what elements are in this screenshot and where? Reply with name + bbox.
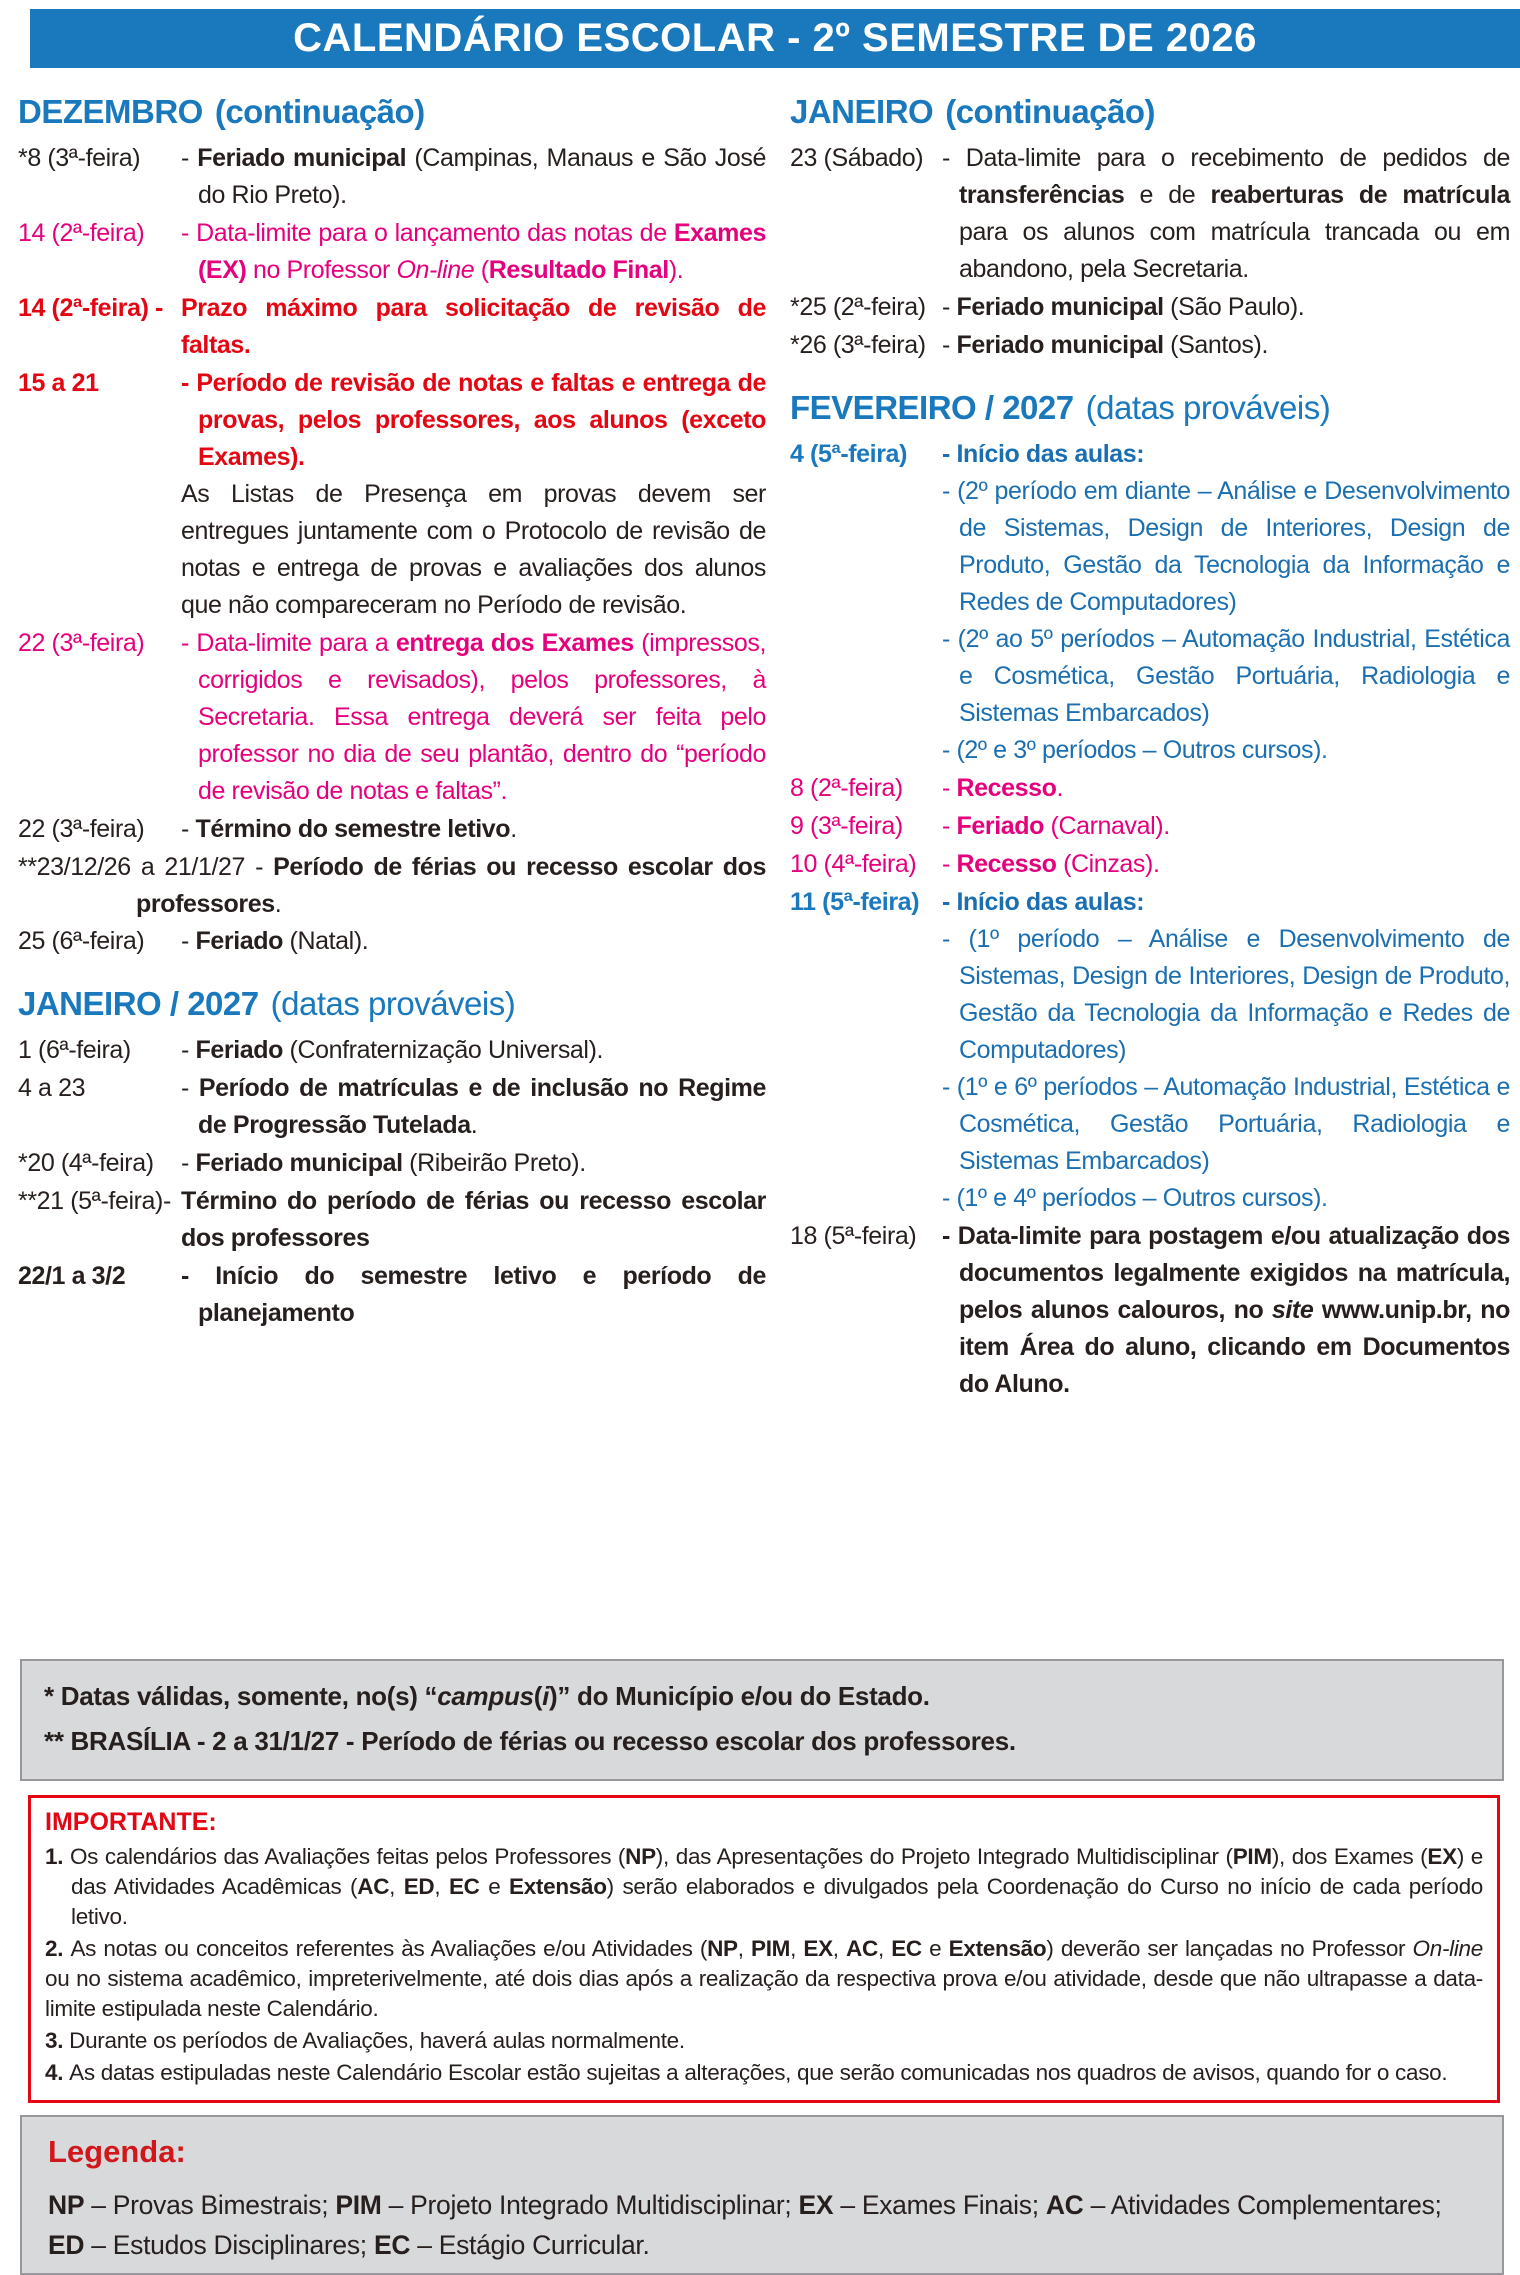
text-run: ( [533, 1681, 543, 1711]
text-run: ED [48, 2230, 85, 2260]
entry-body [942, 140, 1510, 288]
calendar-entry [18, 811, 766, 848]
calendar-columns [18, 86, 1510, 1404]
text-run: 1 (6ª-feira) [18, 1036, 131, 1064]
footnotes-box [20, 1659, 1504, 1781]
entry-date [18, 140, 181, 214]
text-run: - [942, 440, 957, 468]
title-bar [30, 9, 1520, 68]
text-run: ). [668, 256, 684, 284]
entry-text [181, 476, 766, 624]
text-run: - (2º período em diante – Análise e Desenvolvimento de Sistemas, Design de Interiores, Design de Produto, Gestão da Tecnologia da Informação e Redes de Computadores) [942, 477, 1510, 616]
calendar-entry [790, 436, 1510, 769]
calendar-entry [18, 140, 766, 214]
text-run: EC [448, 1874, 480, 1899]
page-title: CALENDÁRIO ESCOLAR - 2º SEMESTRE DE 2026 [293, 16, 1257, 60]
text-run: On-line [396, 256, 475, 284]
text-run: EX [803, 1936, 833, 1961]
calendar-entry [790, 808, 1510, 845]
text-run: - [181, 144, 198, 172]
text-run: - [942, 850, 957, 878]
text-run: - (1º período – Análise e Desenvolvimento de Sistemas, Design de Interiores, Design de Produto, Gestão da Tecnologia da Informação e Redes de Computadores) [942, 925, 1510, 1064]
text-run: - [942, 331, 957, 359]
text-run: 4 a 23 [18, 1074, 86, 1102]
text-run: 2. [45, 1936, 71, 1961]
entry-body [181, 215, 766, 289]
text-run: site [1271, 1296, 1314, 1324]
text-run: AC [1045, 2190, 1084, 2220]
calendar-entry [18, 1145, 766, 1182]
entry-text [942, 732, 1510, 769]
text-run: 14 (2ª-feira) - [18, 294, 163, 322]
text-run: (São Paulo). [1163, 293, 1305, 321]
text-run: . [510, 815, 517, 843]
bottom-boxes [20, 1659, 1504, 2275]
entry-body [181, 1258, 766, 1332]
important-item [45, 2026, 1483, 2056]
text-run: Período de matrículas e de inclusão no Regime de Progressão Tutelada [198, 1074, 766, 1139]
column-left [18, 86, 766, 1404]
text-run: - [942, 774, 957, 802]
text-run: 1. [45, 1844, 70, 1869]
entry-body [181, 923, 766, 960]
entry-date [790, 846, 942, 883]
text-run: Recesso [956, 774, 1057, 802]
text-run: PIM [751, 1936, 791, 1961]
section-title: DEZEMBRO [18, 93, 203, 130]
text-run: Feriado [956, 812, 1044, 840]
text-run: 23 (Sábado) [790, 144, 924, 172]
text-run: – Estudos Disciplinares; [84, 2230, 374, 2260]
text-run: - [181, 1074, 199, 1102]
text-run: PIM [335, 2190, 382, 2220]
footnote-line [44, 1674, 1480, 1719]
text-run: - [181, 815, 196, 843]
entry-date [18, 290, 181, 364]
entry-body [942, 770, 1510, 807]
important-item [45, 1842, 1483, 1932]
text-run: As notas ou conceitos referentes às Avaliações e/ou Atividades ( [70, 1936, 708, 1961]
text-run: As datas estipuladas neste Calendário Escolar estão sujeitas a alterações, que serão comunicadas nos quadros de avisos, quando for o caso. [69, 2060, 1448, 2085]
text-run: ) serão elaborados e divulgados pela Coordenação do Curso no início de cada período letivo. [71, 1874, 1484, 1929]
text-run: **23/12/26 a 21/1/27 - [18, 853, 274, 881]
text-run: Período de férias ou recesso escolar dos professores [136, 853, 766, 918]
text-run: As Listas de Presença em provas devem ser entregues juntamente com o Protocolo de revisão de notas e entrega de provas e avaliações dos alunos que não compareceram no Período de revisão. [181, 480, 766, 619]
text-run: www.unip.br, no item Área do aluno, clicando em Documentos do Aluno. [959, 1296, 1510, 1398]
text-run: 10 (4ª-feira) [790, 850, 917, 878]
text-run: PIM [1232, 1844, 1272, 1869]
calendar-entry [790, 140, 1510, 288]
entry-text [942, 140, 1510, 288]
entry-text [181, 1070, 766, 1144]
entry-text [942, 436, 1510, 473]
text-run: Término do período de férias ou recesso escolar dos professores [181, 1187, 766, 1252]
text-run: - Data-limite para o recebimento de pedidos de [942, 144, 1510, 172]
text-run: – Provas Bimestrais; [84, 2190, 336, 2220]
calendar-entry [18, 1258, 766, 1332]
section-heading [790, 92, 1510, 132]
entry-text [942, 1069, 1510, 1180]
entry-body [942, 289, 1510, 326]
text-run: - Data-limite para a [181, 629, 396, 657]
calendar-entry [18, 1183, 766, 1257]
calendar-entry [18, 365, 766, 624]
footnote-line [44, 1719, 1480, 1764]
text-run: 9 (3ª-feira) [790, 812, 903, 840]
text-run: Início do semestre letivo e período de planejamento [198, 1262, 766, 1327]
column-right [790, 86, 1510, 1404]
text-run: campus [437, 1681, 534, 1711]
entry-date [18, 1070, 181, 1144]
text-run: – Projeto Integrado Multidisciplinar; [381, 2190, 799, 2220]
legend-lines [48, 2185, 1476, 2265]
entry-date [790, 884, 942, 1217]
entry-date [790, 289, 942, 326]
text-run: ( [474, 256, 489, 284]
text-run: - (1º e 4º períodos – Outros cursos). [942, 1184, 1328, 1212]
entry-date [790, 140, 942, 288]
legend-line [48, 2225, 1476, 2265]
entry-date [790, 1218, 942, 1403]
section-title: FEVEREIRO / 2027 [790, 389, 1074, 426]
entry-text [181, 811, 766, 848]
entry-text [942, 884, 1510, 921]
text-run: **21 (5ª-feira)- [18, 1187, 171, 1215]
entry-body [181, 1183, 766, 1257]
text-run: Durante os períodos de Avaliações, haverá aulas normalmente. [69, 2028, 685, 2053]
text-run: - [181, 1262, 216, 1290]
text-run: no Professor [246, 256, 397, 284]
entry-body [942, 884, 1510, 1217]
text-run: Feriado municipal [195, 1149, 403, 1177]
text-run: - Data-limite para o lançamento das notas de [181, 219, 674, 247]
text-run: ou no sistema acadêmico, impreterivelmente, até dois dias após a realização da respectiva prova e/ou atividade, desde que não ultrapasse a data-limite estipulada neste Calendário. [45, 1966, 1483, 2021]
text-run: , [877, 1936, 892, 1961]
text-run: – Exames Finais; [833, 2190, 1046, 2220]
text-run: ** BRASÍLIA - 2 a 31/1/27 - Período de férias ou recesso escolar dos professores. [44, 1726, 1016, 1756]
text-run: reaberturas de matrícula [1210, 181, 1510, 209]
entry-text [181, 1032, 766, 1069]
entry-date [18, 1145, 181, 1182]
calendar-entry [18, 290, 766, 364]
text-run: NP [707, 1936, 738, 1961]
text-run: AC [357, 1874, 390, 1899]
text-run: Exames (EX) [198, 219, 766, 284]
text-run: * Datas válidas, somente, no(s) “ [44, 1681, 438, 1711]
text-run: e [479, 1874, 510, 1899]
text-run: AC [846, 1936, 878, 1961]
text-run: , [832, 1936, 847, 1961]
text-run: Resultado Final [488, 256, 669, 284]
text-run: Extensão [509, 1874, 607, 1899]
text-run: (Ribeirão Preto). [402, 1149, 586, 1177]
entry-text [181, 1145, 766, 1182]
text-run: - [181, 1149, 196, 1177]
text-run: - [942, 1222, 958, 1250]
entry-body [181, 290, 766, 364]
text-run: Feriado municipal [956, 293, 1164, 321]
text-run: NP [48, 2190, 85, 2220]
text-run: )” do Município e/ou do Estado. [549, 1681, 930, 1711]
text-run: (Cinzas). [1056, 850, 1160, 878]
text-run: *26 (3ª-feira) [790, 331, 926, 359]
legend-box [20, 2115, 1504, 2275]
entry-body [942, 1218, 1510, 1403]
text-run: , [434, 1874, 449, 1899]
entry-body [942, 327, 1510, 364]
text-run: , [790, 1936, 804, 1961]
text-run: – Atividades Complementares; [1083, 2190, 1442, 2220]
text-run: (impressos, corrigidos e revisados), pelos professores, à Secretaria. Essa entrega deverá ser feita pelo professor no dia de seu plantão, dentro do “período de revisão de notas e faltas”. [198, 629, 766, 805]
text-run: Feriado municipal [197, 144, 407, 172]
text-run: EX [1427, 1844, 1457, 1869]
text-run: 14 (2ª-feira) [18, 219, 145, 247]
entry-body [181, 1032, 766, 1069]
entry-date [18, 625, 181, 810]
text-run: transferências [959, 181, 1125, 209]
calendar-entry [18, 215, 766, 289]
text-run: . [1056, 774, 1064, 802]
text-run: Início das aulas: [956, 440, 1145, 468]
text-run: 22 (3ª-feira) [18, 629, 145, 657]
entry-body [181, 1145, 766, 1182]
text-run: ED [403, 1874, 435, 1899]
entry-date [18, 923, 181, 960]
section-title: JANEIRO [790, 93, 934, 130]
section-subtitle: (datas prováveis) [1085, 389, 1331, 426]
calendar-entry [18, 625, 766, 810]
entry-text [942, 327, 1510, 364]
text-run: - [181, 369, 197, 397]
text-run: 22 (3ª-feira) [18, 815, 145, 843]
text-run: (Confraternização Universal). [282, 1036, 604, 1064]
text-run: . [274, 890, 282, 918]
entry-body [942, 808, 1510, 845]
text-run: - (2º ao 5º períodos – Automação Industrial, Estética e Cosmética, Gestão Portuária, Radiologia e Sistemas Embarcados) [942, 625, 1510, 727]
text-run: i [542, 1681, 549, 1711]
calendar-entry-text [18, 849, 766, 923]
text-run: 22/1 a 3/2 [18, 1262, 126, 1290]
legend-title: Legenda: [48, 2134, 186, 2169]
section-heading [790, 388, 1510, 428]
section-subtitle: (continuação) [945, 93, 1156, 130]
text-run: (Campinas, Manaus e São José do Rio Preto). [198, 144, 766, 209]
text-run: - [942, 888, 957, 916]
important-item [45, 1934, 1483, 2024]
text-run: ), dos Exames ( [1271, 1844, 1428, 1869]
entry-body [181, 365, 766, 624]
text-run: ) e das Atividades Acadêmicas ( [71, 1844, 1484, 1899]
entry-text [942, 770, 1510, 807]
text-run: 18 (5ª-feira) [790, 1222, 917, 1250]
section-subtitle: (continuação) [214, 93, 425, 130]
text-run: Período de revisão de notas e faltas e entrega de provas, pelos professores, aos alunos (exceto Exames). [196, 369, 766, 471]
text-run: Os calendários das Avaliações feitas pelos Professores ( [69, 1844, 626, 1869]
entry-text [942, 473, 1510, 621]
entry-date [18, 215, 181, 289]
text-run: (Santos). [1163, 331, 1268, 359]
entry-date [790, 436, 942, 769]
text-run: – Estágio Curricular. [410, 2230, 650, 2260]
text-run: Feriado municipal [956, 331, 1164, 359]
text-run: Recesso [956, 850, 1057, 878]
entry-text [942, 1218, 1510, 1403]
text-run: - [942, 293, 957, 321]
entry-body [181, 811, 766, 848]
entry-text [942, 846, 1510, 883]
entry-text [181, 625, 766, 810]
text-run: . [470, 1111, 478, 1139]
entry-date [18, 1258, 181, 1332]
text-run: 8 (2ª-feira) [790, 774, 903, 802]
important-item [45, 2058, 1483, 2088]
calendar-entry [790, 846, 1510, 883]
text-run: ), das Apresentações do Projeto Integrado Multidisciplinar ( [655, 1844, 1233, 1869]
entry-body [181, 140, 766, 214]
text-run: Prazo máximo para solicitação de revisão de faltas. [181, 294, 766, 359]
section-heading [18, 984, 766, 1024]
entry-text [942, 921, 1510, 1069]
entry-text [942, 289, 1510, 326]
text-run: EX [798, 2190, 834, 2220]
text-run: 25 (6ª-feira) [18, 927, 145, 955]
entry-body [181, 1070, 766, 1144]
text-run: - [181, 1036, 196, 1064]
entry-text [942, 808, 1510, 845]
entry-date [790, 770, 942, 807]
calendar-entry [790, 884, 1510, 1217]
entry-date [790, 327, 942, 364]
section-heading [18, 92, 766, 132]
text-run: - (1º e 6º períodos – Automação Industrial, Estética e Cosmética, Gestão Portuária, Radiologia e Sistemas Embarcados) [942, 1073, 1510, 1175]
entry-text [181, 365, 766, 476]
entry-body [181, 625, 766, 810]
calendar-entry [790, 327, 1510, 364]
calendar-entry [18, 1070, 766, 1144]
calendar-entry [790, 289, 1510, 326]
section-subtitle: (datas prováveis) [270, 985, 516, 1022]
calendar-entry [18, 923, 766, 960]
text-run: - [181, 927, 196, 955]
calendar-entry [790, 770, 1510, 807]
text-run: (Carnaval). [1043, 812, 1170, 840]
text-run: Feriado [195, 927, 283, 955]
calendar-entry [790, 1218, 1510, 1403]
entry-text [181, 215, 766, 289]
text-run: ) deverão ser lançadas no Professor [1046, 1936, 1413, 1961]
text-run: 11 (5ª-feira) [790, 888, 920, 916]
entry-text [181, 140, 766, 214]
entry-text [942, 621, 1510, 732]
text-run: Término do semestre letivo [195, 815, 511, 843]
entry-text [181, 923, 766, 960]
entry-date [790, 808, 942, 845]
entry-date [18, 1032, 181, 1069]
text-run: On-line [1412, 1936, 1483, 1961]
text-run: , [389, 1874, 404, 1899]
text-run: 4. [45, 2060, 70, 2085]
text-run: EC [373, 2230, 411, 2260]
entry-date [18, 1183, 181, 1257]
text-run: (Natal). [282, 927, 369, 955]
important-items [45, 1842, 1483, 2088]
text-run: NP [625, 1844, 656, 1869]
entry-body [942, 436, 1510, 769]
text-run: Data-limite para postagem e/ou atualização dos documentos legalmente exigidos na matrícula, pelos alunos calouros, no [957, 1222, 1510, 1324]
entry-date [18, 811, 181, 848]
text-run: Extensão [948, 1936, 1047, 1961]
text-run: entrega dos Exames [395, 629, 634, 657]
text-run: para os alunos com matrícula trancada ou em abandono, pela Secretaria. [959, 218, 1510, 283]
calendar-entry [18, 1032, 766, 1069]
text-run: *20 (4ª-feira) [18, 1149, 154, 1177]
legend-line [48, 2185, 1476, 2225]
important-box [28, 1795, 1500, 2103]
entry-text [181, 1183, 766, 1257]
text-run: e de [1124, 181, 1211, 209]
text-run: Feriado [195, 1036, 283, 1064]
text-run: 3. [45, 2028, 70, 2053]
text-run: e [921, 1936, 949, 1961]
important-title: IMPORTANTE: [45, 1808, 217, 1836]
entry-text [181, 290, 766, 364]
entry-text [181, 1258, 766, 1332]
section-title: JANEIRO / 2027 [18, 985, 259, 1022]
text-run: , [737, 1936, 752, 1961]
text-run: *25 (2ª-feira) [790, 293, 926, 321]
entry-date [18, 365, 181, 624]
text-run: - (2º e 3º períodos – Outros cursos). [942, 736, 1328, 764]
text-run: - [942, 812, 957, 840]
text-run: *8 (3ª-feira) [18, 144, 141, 172]
entry-body [942, 846, 1510, 883]
text-run: Início das aulas: [956, 888, 1145, 916]
text-run: 4 (5ª-feira) [790, 440, 907, 468]
text-run: 15 a 21 [18, 369, 99, 397]
entry-text [942, 1180, 1510, 1217]
text-run: EC [891, 1936, 922, 1961]
